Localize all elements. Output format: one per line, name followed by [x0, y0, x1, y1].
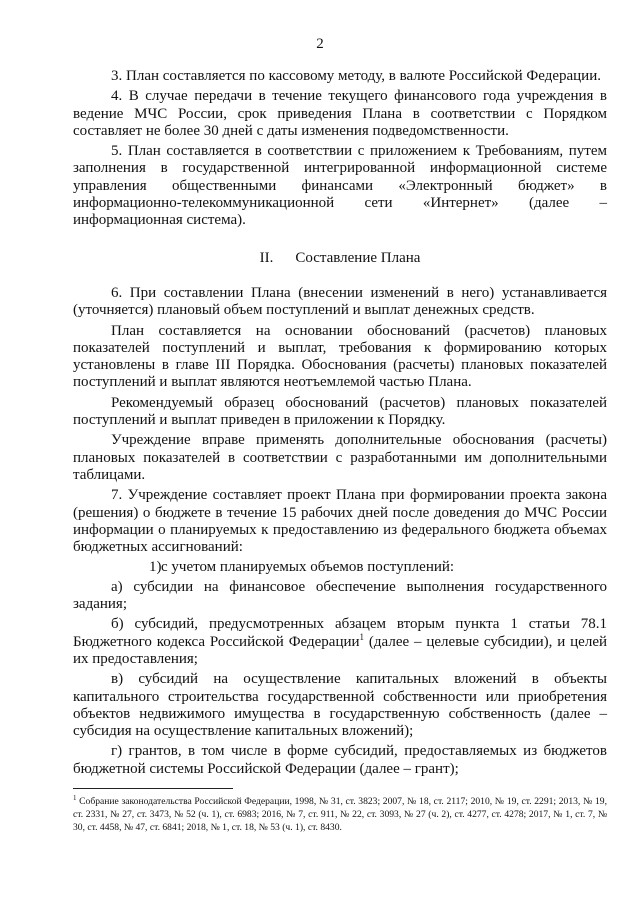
list-item-b-start: б) субсидий, предусмотренных абзацем вторым пункта 1 статьи 78.1 Бюджетного кодекса Российской Федерации [73, 616, 607, 650]
list-item-v: в) субсидий на осуществление капитальных вложений в объекты капитального строительства государственной собственности или приобретения объектов недвижимого имущества в государственную собственность (далее – субсидия на осуществление капитальных вложений); [73, 671, 607, 740]
section-heading [73, 250, 607, 267]
paragraph-6-sample: Рекомендуемый образец обоснований (расчетов) плановых показателей поступлений и выплат приведен в приложении к Порядку. [73, 394, 607, 429]
section-title: Составление Плана [295, 249, 421, 266]
page-number: 2 [316, 36, 324, 52]
list-item-1-marker: 1) [149, 559, 162, 576]
section-number: II. [259, 249, 274, 266]
list-item-g: г) грантов, в том числе в форме субсидий, предоставляемых из бюджетов бюджетной системы Российской Федерации (далее – грант); [73, 743, 607, 777]
footnote-reference[interactable]: 1 [359, 631, 365, 642]
footnote-divider [73, 788, 233, 789]
paragraph-4: 4. В случае передачи в течение текущего финансового года учреждения в ведение МЧС России, срок приведения Плана в соответствии с Порядком составляет не более 30 дней с даты изменения подведомственности. [73, 88, 607, 139]
paragraph-6: 6. При составлении Плана (внесении изменений в него) устанавливается (уточняется) плановый объем поступлений и выплат денежных средств. [73, 284, 607, 319]
footnote [73, 795, 607, 834]
paragraph-5: 5. План составляется в соответствии с приложением к Требованиям, путем заполнения в государственной интегрированной информационной системе управления общественными финансами «Электронный бюджет» в информационно-телекоммуникационной сети «Интернет» (далее – информационная система). [73, 143, 607, 229]
list-item-b [73, 616, 607, 668]
footnote-text: Собрание законодательства Российской Федерации, 1998, № 31, ст. 3823; 2007, № 18, ст. 2117; 2010, № 19, ст. 2291; 2013, № 19, ст. 2331, № 27, ст. 3473, № 52 (ч. 1), ст. 6983; 2016, № 7, ст. 911, № 22, ст. 3093, № 27 (ч. 2), ст. 4277, ст. 4278; 2017, № 1, ст. 7, № 30, ст. 4458, № 47, ст. 6841; 2018, № 1, ст. 18, № 53 (ч. 1), ст. 8430. [73, 796, 607, 833]
list-item-b-end: (далее – целевые субсидии), и целей их предоставления; [73, 633, 608, 667]
paragraph-7: 7. Учреждение составляет проект Плана при формировании проекта закона (решения) о бюджете в течение 15 рабочих дней после доведения до МЧС России информации о планируемых к предоставлению из федерального бюджета объемах бюджетных ассигнований: [73, 487, 607, 556]
list-item-1-text: с учетом планируемых объемов поступлений: [161, 559, 455, 576]
paragraph-3: 3. План составляется по кассовому методу, в валюте Российской Федерации. [111, 68, 601, 84]
document-body [73, 68, 607, 781]
footnote-marker: 1 [73, 793, 77, 802]
list-item-1 [73, 559, 607, 576]
paragraph-6-additional: Учреждение вправе применять дополнительные обоснования (расчеты) плановых показателей в соответствии с разработанными им дополнительными таблицами. [73, 432, 607, 483]
list-item-a: а) субсидии на финансовое обеспечение выполнения государственного задания; [73, 578, 607, 613]
paragraph-6-basis: План составляется на основании обоснований (расчетов) плановых показателей поступлений и выплат, требования к формированию которых установлены в главе III Порядка. Обоснования (расчеты) плановых показателей поступлений и выплат являются неотъемлемой частью Плана. [73, 322, 607, 391]
